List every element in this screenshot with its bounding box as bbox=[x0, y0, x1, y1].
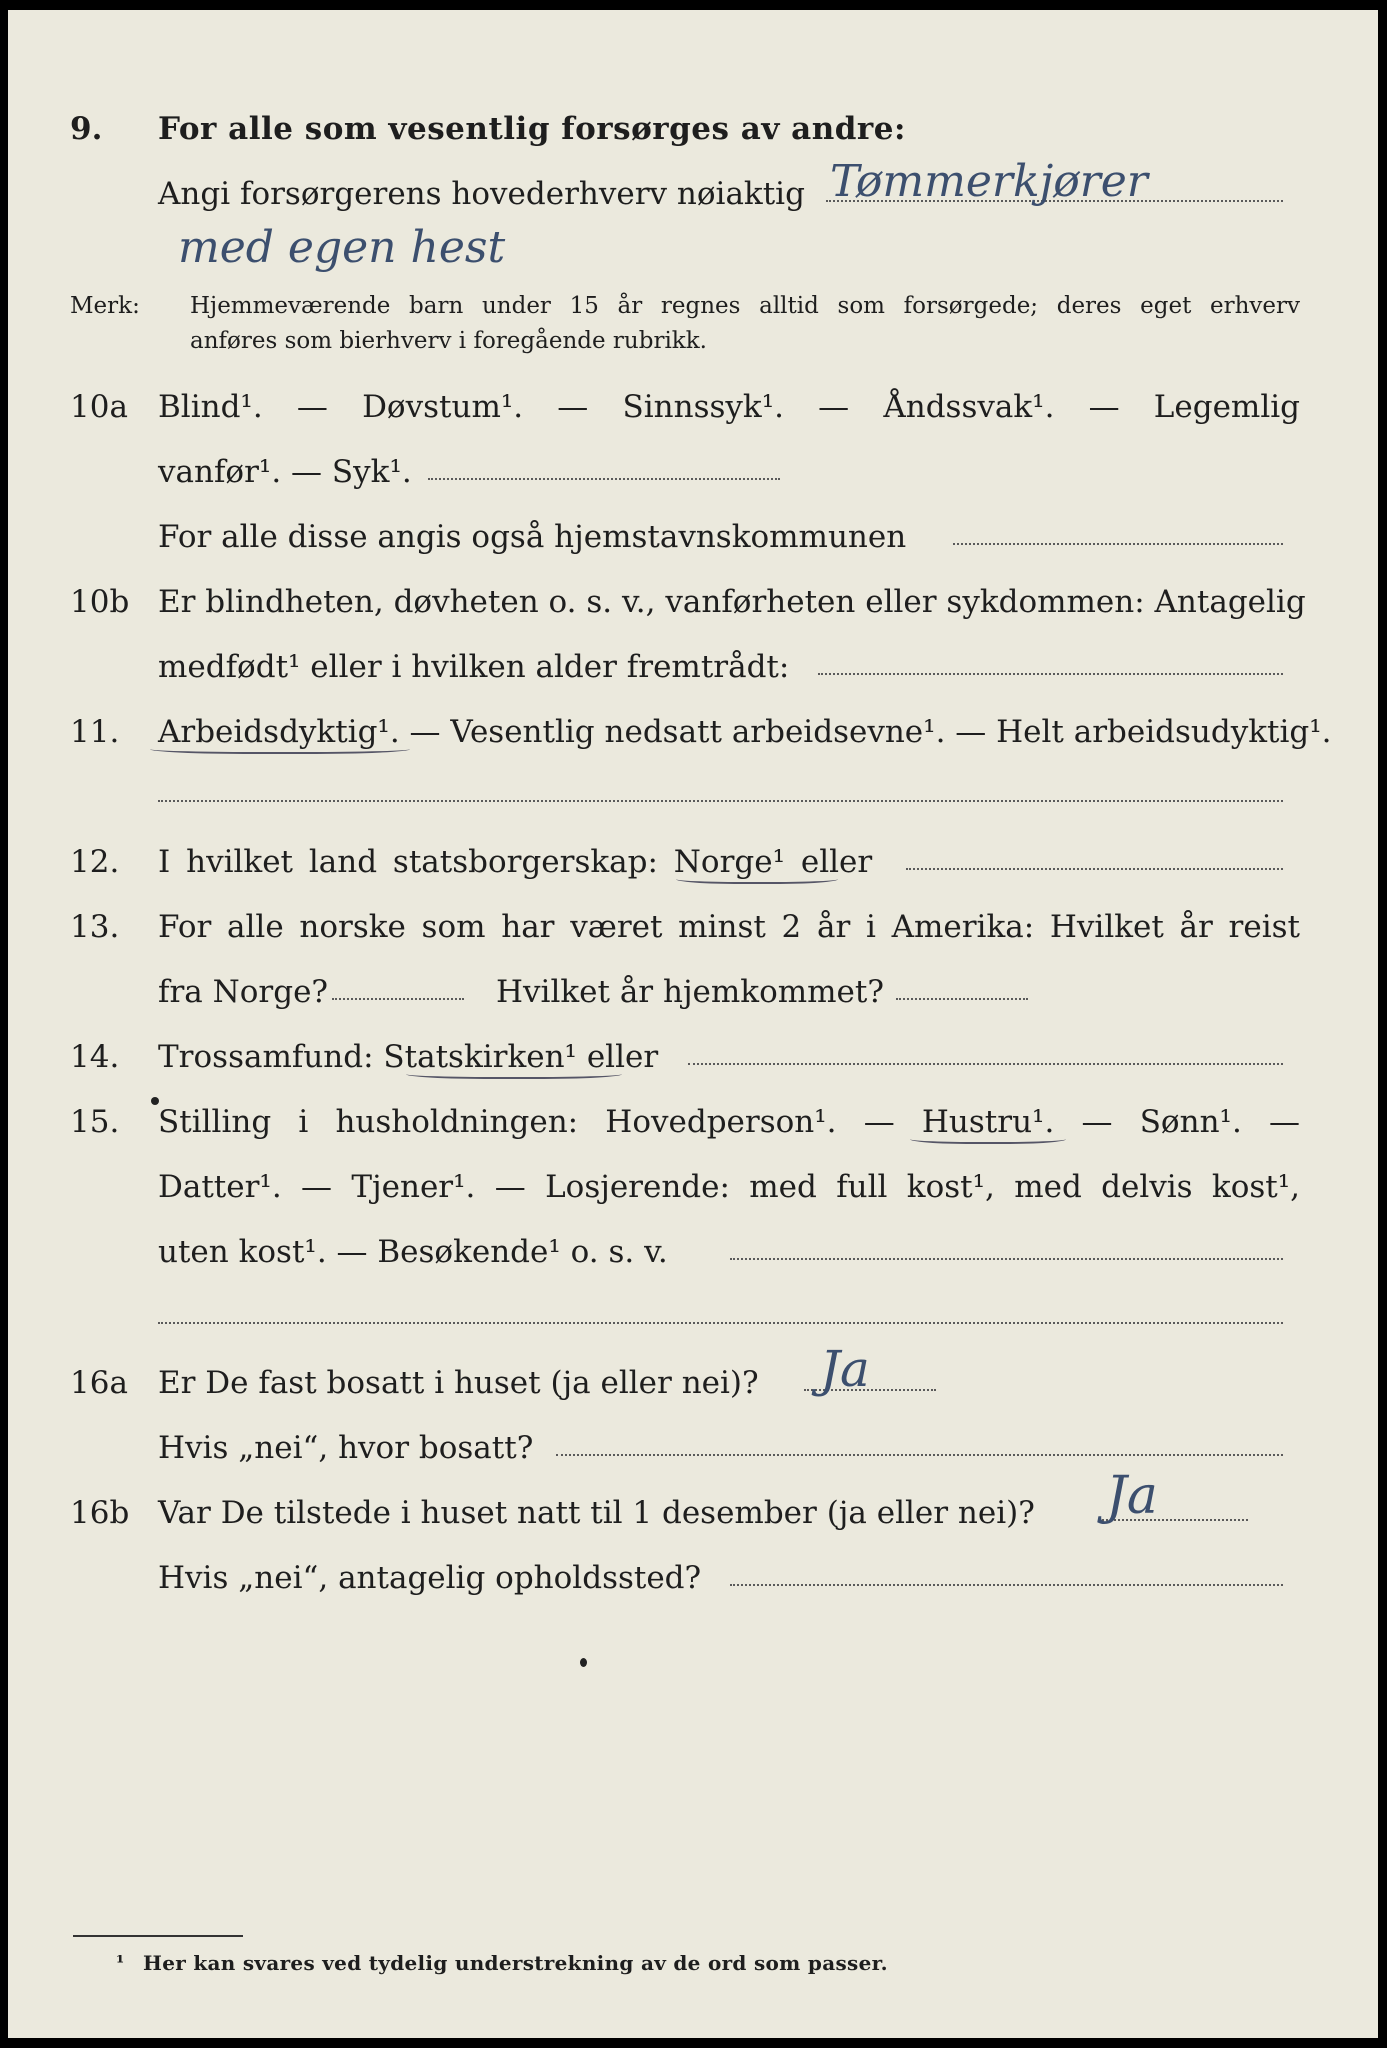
q13-line-1: For alle norske som har været minst 2 år i Amerika: Hvilket år reist bbox=[158, 909, 1300, 945]
q15-line-1: Stilling i husholdningen: Hovedperson¹. — Hustru¹. — Sønn¹. — bbox=[158, 1104, 1300, 1140]
q14-line-1: Trossamfund: Statskirken¹ eller bbox=[158, 1039, 659, 1075]
q10a-fill-1 bbox=[428, 478, 780, 480]
q15-line-2: Datter¹. — Tjener¹. — Losjerende: med full kost¹, med delvis kost¹, bbox=[158, 1169, 1300, 1205]
q15-fill-1 bbox=[730, 1258, 1283, 1260]
q16a-number: 16a bbox=[70, 1365, 128, 1401]
q10a-line-2: vanfør¹. — Syk¹. bbox=[158, 454, 412, 490]
q11-fill bbox=[158, 800, 1283, 802]
q13-left-q: fra Norge? bbox=[158, 974, 329, 1010]
merk-line-1: Hjemmeværende barn under 15 år regnes alltid som forsørgede; deres eget erhverv bbox=[190, 293, 1300, 319]
q11-answer-underline bbox=[150, 742, 410, 754]
q16b-line-1: Var De tilstede i huset natt til 1 desember (ja eller nei)? bbox=[158, 1495, 1035, 1531]
ink-dot-2 bbox=[151, 1097, 159, 1105]
q15-line-3: uten kost¹. — Besøkende¹ o. s. v. bbox=[158, 1234, 668, 1270]
q15-fill-2 bbox=[158, 1322, 1283, 1324]
q10a-line-1: Blind¹. — Døvstum¹. — Sinnssyk¹. — Åndssvak¹. — Legemlig bbox=[158, 389, 1300, 425]
q11-line-1: Arbeidsdyktig¹. — Vesentlig nedsatt arbeidsevne¹. — Helt arbeidsudyktig¹. bbox=[158, 714, 1332, 750]
footnote-marker: ¹ bbox=[116, 1952, 125, 1974]
q10b-line-2: medfødt¹ eller i hvilken alder fremtrådt: bbox=[158, 649, 790, 685]
q16b-line-2: Hvis „nei“, antagelig opholdssted? bbox=[158, 1560, 702, 1596]
q10a-fill-2 bbox=[953, 543, 1283, 545]
footnote-text: Her kan svares ved tydelig understrekning av de ord som passer. bbox=[143, 1951, 888, 1975]
q12-number: 12. bbox=[70, 844, 120, 880]
merk-label: Merk: bbox=[70, 293, 140, 319]
q10a-number: 10a bbox=[70, 389, 128, 425]
q12-fill bbox=[906, 868, 1283, 870]
q16a-line-1: Er De fast bosatt i huset (ja eller nei)? bbox=[158, 1365, 759, 1401]
q13-right-q: Hvilket år hjemkommet? bbox=[496, 974, 884, 1010]
q16b-fill-2 bbox=[730, 1584, 1283, 1586]
ink-dot bbox=[580, 1658, 587, 1667]
q11-number: 11. bbox=[70, 714, 120, 750]
q14-number: 14. bbox=[70, 1039, 120, 1075]
q16a-fill-2 bbox=[556, 1454, 1283, 1456]
q9-number: 9. bbox=[70, 111, 103, 147]
q16a-answer: Ja bbox=[820, 1340, 870, 1398]
census-form-page bbox=[8, 10, 1378, 2038]
q16b-answer: Ja bbox=[1106, 1466, 1158, 1526]
q10b-number: 10b bbox=[70, 584, 130, 620]
q10b-fill bbox=[818, 673, 1283, 675]
q9-prompt: Angi forsørgerens hovederhverv nøiaktig bbox=[158, 176, 805, 212]
q16a-line-2: Hvis „nei“, hvor bosatt? bbox=[158, 1430, 534, 1466]
q10a-line-3: For alle disse angis også hjemstavnskommunen bbox=[158, 519, 907, 555]
q13-fill-1 bbox=[332, 998, 464, 1000]
q15-answer-underline bbox=[910, 1132, 1066, 1144]
q13-number: 13. bbox=[70, 909, 120, 945]
q14-answer-underline bbox=[406, 1067, 622, 1079]
q9-heading: For alle som vesentlig forsørges av andre: bbox=[158, 111, 906, 147]
merk-line-2: anføres som bierhverv i foregående rubrikk. bbox=[190, 328, 707, 354]
q12-answer-underline bbox=[676, 872, 838, 884]
q9-answer-line-1: Tømmerkjører bbox=[830, 156, 1148, 207]
q12-line-1: I hvilket land statsborgerskap: Norge¹ eller bbox=[158, 844, 873, 880]
q13-fill-2 bbox=[896, 998, 1028, 1000]
q9-answer-line-2: med egen hest bbox=[178, 222, 506, 273]
q15-number: 15. bbox=[70, 1104, 120, 1140]
q14-fill bbox=[688, 1063, 1283, 1065]
q16b-number: 16b bbox=[70, 1495, 130, 1531]
footnote-rule bbox=[73, 1935, 243, 1937]
q10b-line-1: Er blindheten, døvheten o. s. v., vanførheten eller sykdommen: Antagelig bbox=[158, 584, 1306, 620]
